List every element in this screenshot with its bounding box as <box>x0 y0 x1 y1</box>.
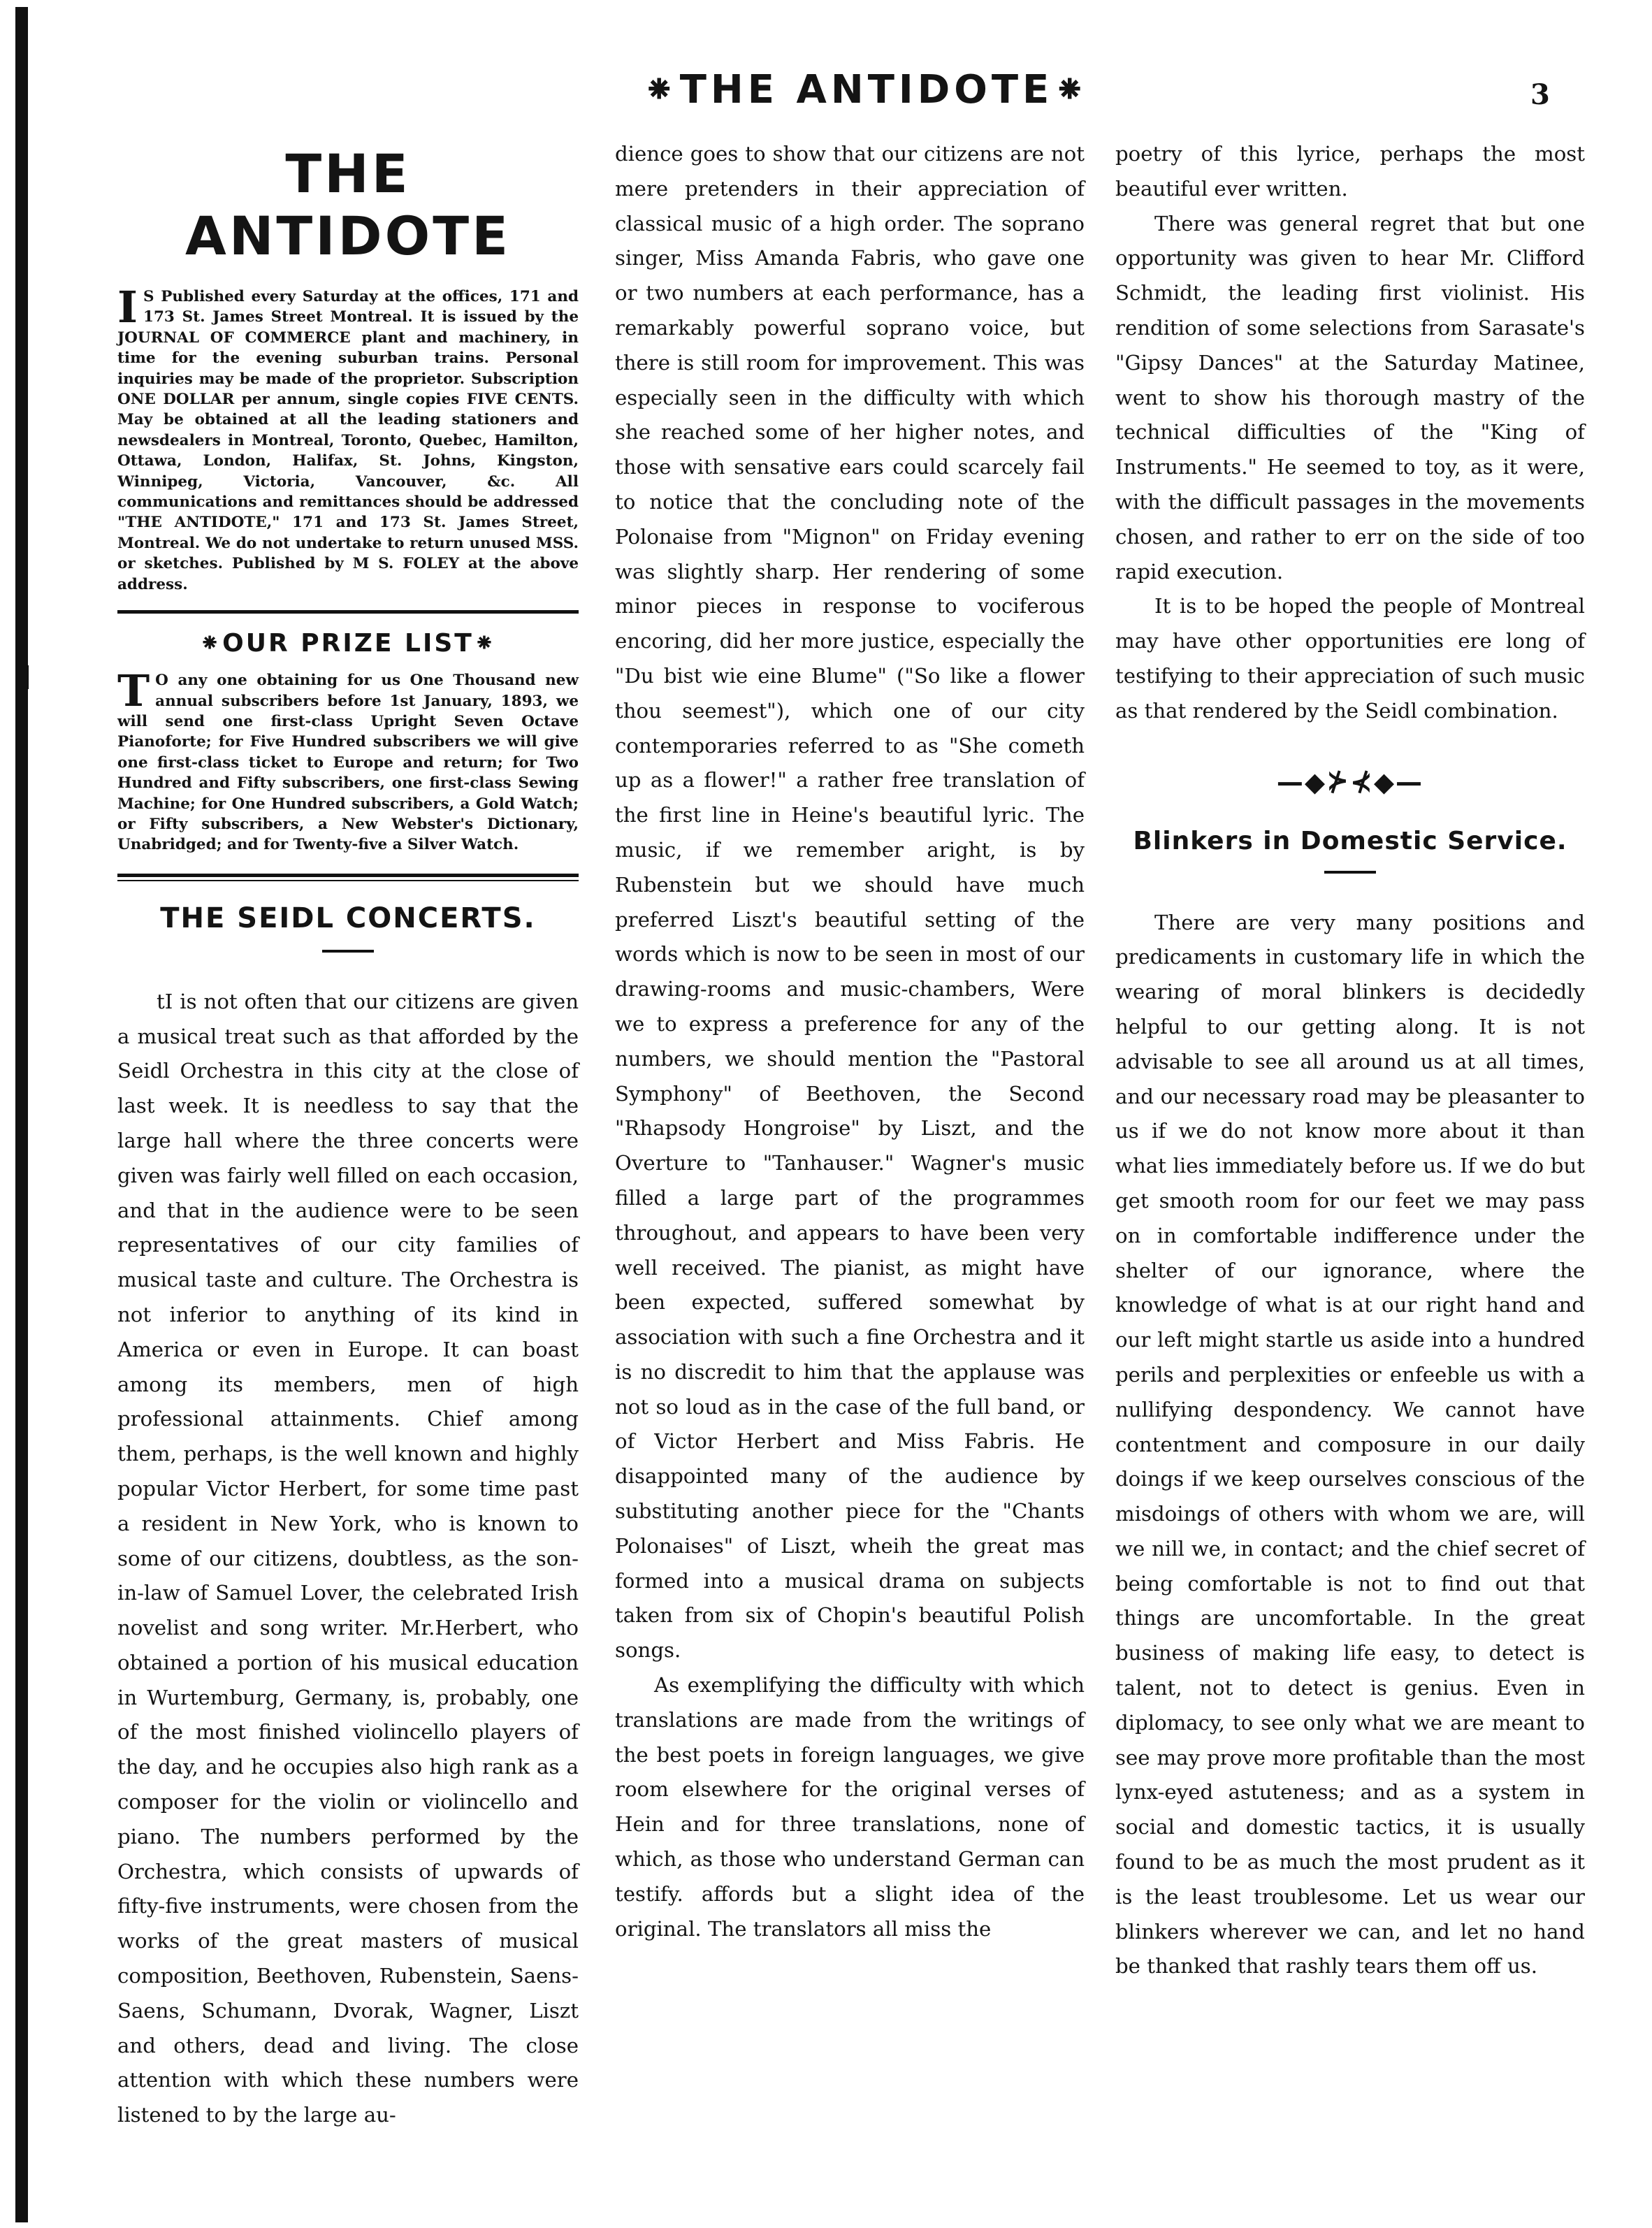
seidl-article-text: tI is not often that our citizens are given a musical treat such as that afforded by the Seidl Orchestra in this city at the close of last week. It is needless to say that the large hall where the three concerts were given was fairly well filled on each occasion, and that in the audience were to be seen representatives of our city families of musical taste and culture. The Orchestra is not inferior to anything of its kind in America or even in Europe. It can boast among its members, men of high professional attainments. Chief among them, perhaps, is the well known and highly popular Victor Herbert, for some time past a resident in New York, who is known to some of our citizens, doubtless, as the son-in-law of Samuel Lover, the celebrated Irish novelist and song writer. Mr.Herbert, who obtained a portion of his musical education in Wurtemburg, Germany, is, probably, one of the most finished violincello players of the day, and he occupies also high rank as a composer for the violin or violincello and piano. The numbers performed by the Orchestra, which consists of upwards of fifty-five instruments, were chosen from the works of the great masters of musical composition, Beethoven, Rubenstein, Saens-Saens, Schumann, Dvorak, Wagner, Liszt and others, dead and living. The close attention with which these numbers were listened to by the large au- <box>117 989 579 2127</box>
blinkers-article-text: There are very many positions and predicaments in customary life in which the wearing of moral blinkers is decidedly helpful to our getting along. It is not advisable to see all around us at all times, and our necessary road may be pleasanter to us if we do not know more about it than what lies immediately before us. If we do but get smooth room for our feet we may pass on in comfortable indifference under the shelter of our ignorance, where the knowledge of what is at our right hand and our left might startle us aside into a hundred perils and perplexities or enfeeble us with a nullifying despondency. We cannot have contentment and composure in our daily doings if we keep ourselves conscious of the misdoings of others with whom we are, will we nill we, in contact; and the chief secret of being comfortable is not to find out that things are uncomfortable. In the great business of making life easy, to detect is talent, not to detect is genius. Even in diplomacy, to see only what we are meant to see may prove more profitable than the most lynx-eyed astuteness; and as a system in social and domestic tactics, it is usually found to be as much the most prudent as it is the least troublesome. Let us wear our blinkers wherever we can, and let no hand be thanked that rashly tears them off us. <box>1115 910 1585 1979</box>
prize-list-text: TO any one obtaining for us One Thousand new annual subscribers before 1st January, 1893, we will send one first-class Upright Seven Octave Pianoforte; for Five Hundred subscribers we will give one first-class ticket to Europe and return; for Two Hundred and Fifty subscribers, one first-class Sewing Machine; for One Hundred subscribers, a Gold Watch; or Fifty subscribers, a New Webster's Dictionary, Unabridged; and for Twenty-five a Silver Watch. <box>117 665 579 854</box>
running-head: ⁕THE ANTIDOTE⁕ <box>642 67 1091 113</box>
page-number: 3 <box>1530 78 1550 111</box>
seidl-heading: THE SEIDL CONCERTS. <box>160 902 536 934</box>
double-divider <box>117 874 579 881</box>
seidl-article-paragraph: As exemplifying the difficulty with which translations are made from the writings of the best poets in foreign languages, we give room elsewhere for the original verses of Hein and for three translations, none of which, as those who understand German can testify. affords but a slight idea of the original. The translators all miss the <box>615 1673 1085 1941</box>
divider <box>117 610 579 614</box>
section-ornament: —◆⊁⊀◆— <box>1276 766 1424 797</box>
short-rule <box>322 950 374 953</box>
blinkers-heading: Blinkers in Domestic Service. <box>1133 826 1567 855</box>
short-rule <box>1324 871 1376 874</box>
seidl-article-continued: poetry of this lyrice, perhaps the most beautiful ever written. <box>1115 142 1585 201</box>
prize-list-heading: ⁕OUR PRIZE LIST⁕ <box>199 629 497 658</box>
page-edge-rule <box>15 7 28 2222</box>
seidl-article-paragraph: It is to be hoped the people of Montreal may have other opportunities ere long of testifying to their appreciation of such music as that rendered by the Seidl combination. <box>1115 594 1585 723</box>
publisher-notice: IS Published every Saturday at the offices, 171 and 173 St. James Street Montreal. It is issued by the JOURNAL OF COMMERCE plant and machinery, in time for the evening suburban trains. Personal inquiries may be made of the proprietor. Subscription ONE DOLLAR per annum, single copies FIVE CENTS. May be obtained at all the leading stationers and newsdealers in Montreal, Toronto, Quebec, Hamilton, Ottawa, London, Halifax, St. Johns, Kingston, Winnipeg, Victoria, Vancouver, &c. All communications and remittances should be addressed "THE ANTIDOTE," 171 and 173 St. James Street, Montreal. We do not undertake to return unused MSS. or sketches. Published by M S. FOLEY at the above address. <box>117 282 579 593</box>
margin-mark <box>22 665 29 689</box>
masthead: THE ANTIDOTE <box>185 143 511 267</box>
column-1 <box>117 133 579 2133</box>
column-2 <box>615 137 1085 1946</box>
seidl-article-paragraph: There was general regret that but one opportunity was given to hear Mr. Clifford Schmidt, the leading first violinist. His rendition of some selections from Sarasate's "Gipsy Dances" at the Saturday Matinee, went to show his thorough mastry of the technical difficulties of the "King of Instruments." He seemed to toy, as it were, with the difficult passages in the movements chosen, and rather to err on the side of too rapid execution. <box>1115 211 1585 584</box>
column-3 <box>1115 137 1585 1984</box>
seidl-article-continued: dience goes to show that our citizens are not mere pretenders in their appreciation of classical music of a high order. The soprano singer, Miss Amanda Fabris, who gave one or two numbers at each performance, has a remarkably powerful soprano voice, but there is still room for improvement. This was especially seen in the difficulty with which she reached some of her higher notes, and those with sensative ears could scarcely fail to notice that the concluding note of the Polonaise from "Mignon" on Friday evening was slightly sharp. Her rendering of some minor pieces in response to vociferous encoring, did her more justice, especially the "Du bist wie eine Blume" ("So like a flower thou seemest"), which one of our city contemporaries referred to as "She cometh up as a flower!" a rather free translation of the first line in Heine's beautiful lyric. The music, if we remember aright, is by Rubenstein but we should have much preferred Liszt's beautiful setting of the words which is now to be seen in most of our drawing-rooms and music-chambers, Were we to express a preference for any of the numbers, we should mention the "Pastoral Symphony" of Beethoven, the Second "Rhapsody Hongroise" by Liszt, and the Overture to "Tanhauser." Wagner's music filled a large part of the programmes throughout, and appears to have been very well received. The pianist, as might have been expected, suffered somewhat by association with such a fine Orchestra and it is no discredit to him that the applause was not so loud as in the case of the full band, or of Victor Herbert and Miss Fabris. He disappointed many of the audience by substituting another piece for the "Chants Polonaises" of Liszt, wheih the great mas formed into a musical drama on subjects taken from six of Chopin's beautiful Polish songs. <box>615 142 1085 1663</box>
